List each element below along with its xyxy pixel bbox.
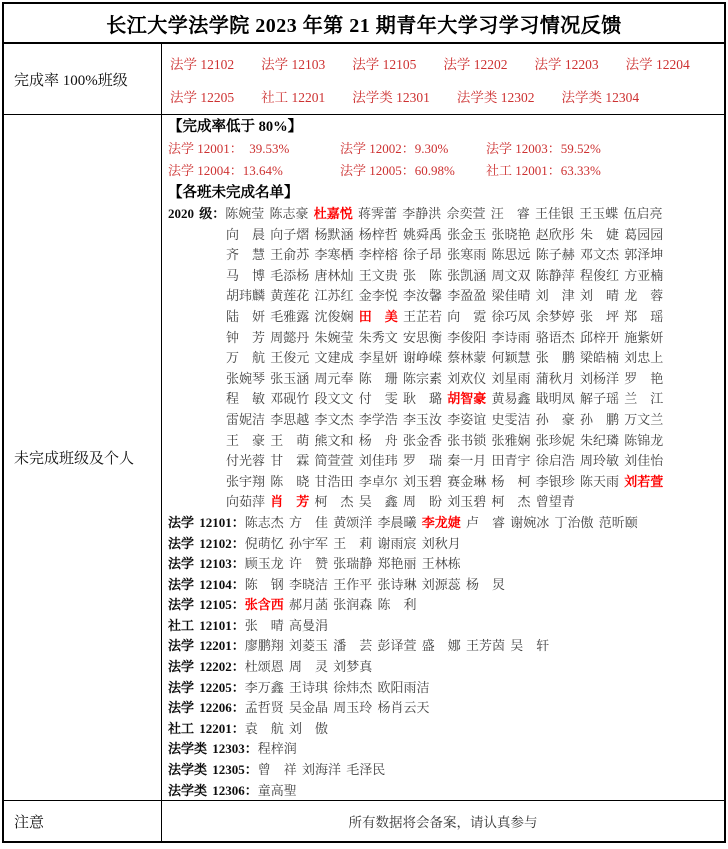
complete-class-item: 法学类 12301 xyxy=(352,90,430,105)
class-roster-line xyxy=(168,534,720,555)
class-roster-label: 社工 12101： xyxy=(168,617,245,633)
student-name-highlight: 田 美 xyxy=(358,308,398,324)
student-name-highlight: 张含西 xyxy=(244,597,284,613)
class-roster-line xyxy=(168,698,720,719)
class-roster-label: 法学 12103： xyxy=(168,556,245,572)
class-roster-line xyxy=(168,513,720,534)
student-names: 黄易鑫 戢明凤 解子瑶 兰 江 xyxy=(486,391,664,407)
student-names: 杜颂恩 周 灵 刘梦真 xyxy=(244,659,373,675)
student-names: 陈 钢 李晓洁 王作平 张诗琳 刘源蕊 杨 炅 xyxy=(244,576,506,592)
student-names: 雷妮洁 李思越 李文杰 李学浩 李玉汝 李姿谊 史雯洁 孙 豪 孙 鹏 万文兰 xyxy=(226,411,664,427)
grade-roster-line xyxy=(168,369,720,390)
class-completion-stat: 法学 12002：9.30% xyxy=(340,141,449,156)
student-names: 孟哲贤 吴金晶 周玉玲 杨肖云天 xyxy=(244,700,430,716)
student-names: 陆 妍 毛雅露 沈俊娴 xyxy=(226,308,359,324)
complete-class-item: 法学 12203 xyxy=(534,57,599,72)
student-names: 付光蓉 甘 霖 简萱萱 刘佳玮 罗 瑞 秦一月 田青宇 徐启浩 周玲敏 刘佳怡 xyxy=(226,453,664,469)
class-completion-stat: 法学 12005：60.98% xyxy=(340,163,455,178)
complete-classes-cell xyxy=(162,44,724,114)
class-roster-label: 法学 12202： xyxy=(168,659,245,675)
low-completion-line xyxy=(168,138,720,160)
student-names: 张 晴 高曼涓 xyxy=(244,617,329,633)
student-names: 王芷若 向 霓 徐巧凤 余梦婷 张 坪 郑 瑶 xyxy=(397,308,664,324)
class-roster-line xyxy=(168,616,720,637)
low-completion-header: 【完成率低于 80%】 xyxy=(168,119,303,135)
grade-2020-roster xyxy=(168,204,720,513)
student-names: 郝月菡 张润森 陈 利 xyxy=(283,597,417,613)
class-roster-label: 法学 12206： xyxy=(168,700,245,716)
student-names: 胡玮麟 黄莲花 江苏红 金李悦 李汝馨 李盈盈 梁佳晴 刘 津 刘 晴 龙 蓉 xyxy=(226,288,664,304)
student-names: 程梓润 xyxy=(257,741,297,757)
complete-class-item: 法学类 12304 xyxy=(561,90,640,105)
complete-rate-label: 完成率 100%班级 xyxy=(4,44,162,114)
complete-class-item: 法学 12103 xyxy=(261,57,326,72)
student-names: 廖鹏翔 刘菱玉 潘 芸 彭译萱 盛 娜 王芳茵 吴 轩 xyxy=(244,638,550,654)
grade-roster-line xyxy=(168,286,720,307)
grade-roster-line xyxy=(168,307,720,328)
complete-class-item: 法学 12202 xyxy=(443,57,508,72)
student-names: 陈志杰 方 佳 黄颂洋 李晨曦 xyxy=(244,514,422,530)
feedback-table xyxy=(2,2,726,843)
notice-row xyxy=(4,801,724,841)
class-roster-line xyxy=(168,554,720,575)
class-roster-label: 法学类 12305： xyxy=(168,762,258,778)
grade-roster-line xyxy=(168,492,720,513)
page-title: 长江大学法学院 2023 年第 21 期青年大学习学习情况反馈 xyxy=(106,14,622,37)
student-name-highlight: 肖 芳 xyxy=(270,494,310,510)
class-roster-line xyxy=(168,719,720,740)
complete-classes-line-2 xyxy=(170,81,718,114)
class-roster-label: 法学 12205： xyxy=(168,679,245,695)
complete-class-item: 法学 12204 xyxy=(625,57,690,72)
student-names: 张宇翔 陈 晓 甘浩田 李卓尔 刘玉碧 赛金琳 杨 柯 李银珍 陈天雨 xyxy=(226,473,625,489)
student-name-highlight: 杜嘉悦 xyxy=(313,206,353,221)
notice-text: 所有数据将会备案，请认真参与 xyxy=(348,815,538,830)
grade-roster-line xyxy=(168,431,720,452)
complete-class-item: 法学 12102 xyxy=(170,57,235,72)
class-roster-line xyxy=(168,739,720,760)
class-roster-line xyxy=(168,595,720,616)
student-names: 陈婉莹 陈志豪 xyxy=(225,206,314,221)
grade-roster-line xyxy=(168,389,720,410)
class-roster-label: 法学 12104： xyxy=(168,576,245,592)
grade-roster-line xyxy=(168,410,720,431)
grade-roster-line xyxy=(168,328,720,349)
notice-content-cell xyxy=(162,801,724,841)
student-names: 向 晨 向子熠 杨默涵 杨梓哲 姚舜禹 张金玉 张晓艳 赵欣彤 朱 婕 葛园园 xyxy=(226,226,664,242)
class-completion-stat: 法学 12001： 39.53% xyxy=(168,141,290,156)
student-names: 蒋霁蕾 李静洪 佘奕萱 汪 睿 王佳银 王玉蝶 伍启亮 xyxy=(352,206,663,221)
complete-class-item: 法学 12105 xyxy=(352,57,417,72)
class-rosters xyxy=(168,513,720,800)
student-names: 曾 祥 刘海洋 毛泽民 xyxy=(257,762,386,778)
low-completion-line xyxy=(168,160,720,182)
low-completion-stats xyxy=(168,138,720,182)
student-names: 李万鑫 王诗琪 徐炜杰 欧阳雨洁 xyxy=(244,679,430,695)
student-name-highlight: 胡智豪 xyxy=(447,391,487,407)
grade-label: 2020 级： xyxy=(168,206,226,221)
student-names: 钟 芳 周懿丹 朱婉莹 朱秀文 安思衡 李俊阳 李诗雨 骆语杰 邱梓开 施紫妍 xyxy=(226,329,664,345)
class-completion-stat: 法学 12004：13.64% xyxy=(168,163,283,178)
class-roster-line xyxy=(168,636,720,657)
class-roster-line xyxy=(168,781,720,800)
student-names: 万 航 王俊元 文建成 李星妍 谢峥嵘 蔡林蒙 何颖慧 张 鹏 梁皓楠 刘忠上 xyxy=(226,350,664,366)
student-names: 王 豪 王 萌 熊文和 杨 舟 张金香 张书锁 张雅娴 张珍妮 朱纪璘 陈锦龙 xyxy=(226,432,664,448)
student-names: 向茹萍 xyxy=(226,494,271,510)
grade-roster-line xyxy=(168,472,720,493)
student-names: 张婉琴 张玉涵 周元奉 陈 珊 陈宗素 刘欢仪 刘星雨 蒲秋月 刘杨洋 罗 艳 xyxy=(226,370,664,386)
class-roster-line xyxy=(168,657,720,678)
student-names: 童高聖 xyxy=(257,782,297,798)
grade-roster-line xyxy=(168,204,720,225)
complete-class-item: 法学类 12302 xyxy=(456,90,535,105)
title-row xyxy=(4,4,724,44)
grade-roster-line xyxy=(168,266,720,287)
incomplete-label: 未完成班级及个人 xyxy=(4,115,162,800)
class-roster-label: 法学类 12303： xyxy=(168,741,258,757)
student-names: 程 敏 邓砚竹 段文文 付 雯 耿 璐 xyxy=(226,391,448,407)
student-names: 柯 杰 吴 鑫 周 盼 刘玉碧 柯 杰 曾望青 xyxy=(309,494,575,510)
class-completion-stat: 社工 12001：63.33% xyxy=(486,163,601,178)
class-roster-line xyxy=(168,678,720,699)
grade-roster-line xyxy=(168,225,720,246)
class-roster-line xyxy=(168,760,720,781)
student-names: 袁 航 刘 傲 xyxy=(244,720,329,736)
complete-class-item: 社工 12201 xyxy=(261,90,326,105)
student-name-highlight: 刘若萱 xyxy=(624,473,664,489)
incomplete-row xyxy=(4,115,724,801)
class-roster-label: 法学 12105： xyxy=(168,597,245,613)
grade-roster-line xyxy=(168,245,720,266)
class-completion-stat: 法学 12003：59.52% xyxy=(486,141,601,156)
student-name-highlight: 李龙婕 xyxy=(421,514,461,530)
student-names: 齐 慧 王俞苏 李寒栖 李梓榕 徐子昂 张寒雨 陈思远 陈子赫 邓文杰 郭泽坤 xyxy=(226,247,664,263)
complete-rate-row xyxy=(4,44,724,115)
student-names: 顾玉龙 许 赞 张瑞静 郑艳丽 王林栋 xyxy=(244,556,461,572)
incomplete-content-cell xyxy=(162,115,724,800)
class-roster-label: 法学类 12306： xyxy=(168,782,258,798)
student-names: 马 博 毛添杨 唐林灿 王文贵 张 陈 张凯涵 周文双 陈静萍 程俊红 方亚楠 xyxy=(226,267,664,283)
complete-class-item: 法学 12205 xyxy=(170,90,235,105)
roster-header: 【各班未完成名单】 xyxy=(168,185,299,201)
class-roster-label: 法学 12101： xyxy=(168,514,245,530)
class-roster-label: 社工 12201： xyxy=(168,720,245,736)
grade-roster-line xyxy=(168,451,720,472)
student-names: 卢 睿 谢婉冰 丁治傲 范昕颐 xyxy=(460,514,638,530)
class-roster-label: 法学 12102： xyxy=(168,535,245,551)
complete-classes-line-1 xyxy=(170,48,718,81)
class-roster-line xyxy=(168,575,720,596)
class-roster-label: 法学 12201： xyxy=(168,638,245,654)
student-names: 倪萌忆 孙宇军 王 莉 谢雨宸 刘秋月 xyxy=(244,535,461,551)
notice-label: 注意 xyxy=(4,801,162,841)
grade-roster-line xyxy=(168,348,720,369)
